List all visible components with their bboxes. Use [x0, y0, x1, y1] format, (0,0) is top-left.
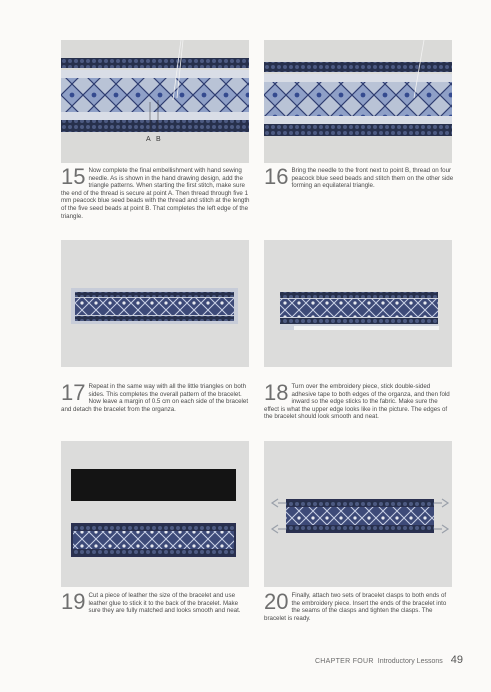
- step-number: 18: [264, 380, 289, 405]
- step-text: Turn over the embroidery piece, stick double-sided adhesive tape to both edges of the organza, and then fold inward so the edge sticks to the fabric. Make sure the effect is what the upper edge looks like in the picture. The edges of the bracelet should look smooth and neat.: [264, 383, 450, 421]
- section-label: Introductory Lessons: [377, 658, 443, 665]
- step-text: Now complete the final embellishment with hand sewing needle. As is shown in the hand drawing design, add the triangle patterns. When starting the first stitch, make sure the end of the thread is secure at point A. Then thread through five 1 mm peacock blue seed beads with the thread and stitch at the length of the five seed beads at point B. That completes the left edge of the triangle.: [61, 167, 250, 220]
- point-a-label: A: [146, 136, 151, 143]
- step-text: Cut a piece of leather the size of the bracelet and use leather glue to stick it to the back of the bracelet. Make sure they are fully matched and looks smooth and neat.: [88, 592, 241, 615]
- step-number: 15: [61, 164, 86, 189]
- step-text: Bring the needle to the front next to point B, thread on four peacock blue seed beads and stitch them on the other side forming an equilateral triangle.: [291, 167, 454, 190]
- step-18-photo: [264, 240, 452, 367]
- step-text: Finally, attach two sets of bracelet clasps to both ends of the embroidery piece. Insert the ends of the bracelet into the seams of the clasps and tighten the clasps. The bracelet is ready.: [264, 592, 447, 622]
- step-16: [264, 164, 454, 190]
- page-footer: [315, 654, 463, 666]
- step-19-photo: [61, 441, 249, 587]
- step-15-photo: [61, 40, 249, 163]
- point-b-label: B: [156, 136, 161, 143]
- step-number: 20: [264, 589, 289, 614]
- step-18: [264, 380, 454, 421]
- step-16-photo: [264, 40, 452, 163]
- step-text: Repeat in the same way with all the little triangles on both sides. This completes the overall pattern of the bracelet. Now leave a margin of 0.5 cm on each side of the bracelet and detach the bracelet from the organza.: [61, 383, 249, 413]
- step-number: 19: [61, 589, 86, 614]
- step-17-photo: [61, 240, 249, 367]
- page-number: 49: [450, 654, 463, 666]
- step-17: [61, 380, 251, 413]
- step-20-photo: [264, 441, 452, 587]
- step-20: [264, 589, 454, 622]
- chapter-label: CHAPTER FOUR: [314, 658, 374, 665]
- step-19: [61, 589, 251, 615]
- step-number: 16: [264, 164, 289, 189]
- step-number: 17: [61, 380, 86, 405]
- step-15: [61, 164, 251, 220]
